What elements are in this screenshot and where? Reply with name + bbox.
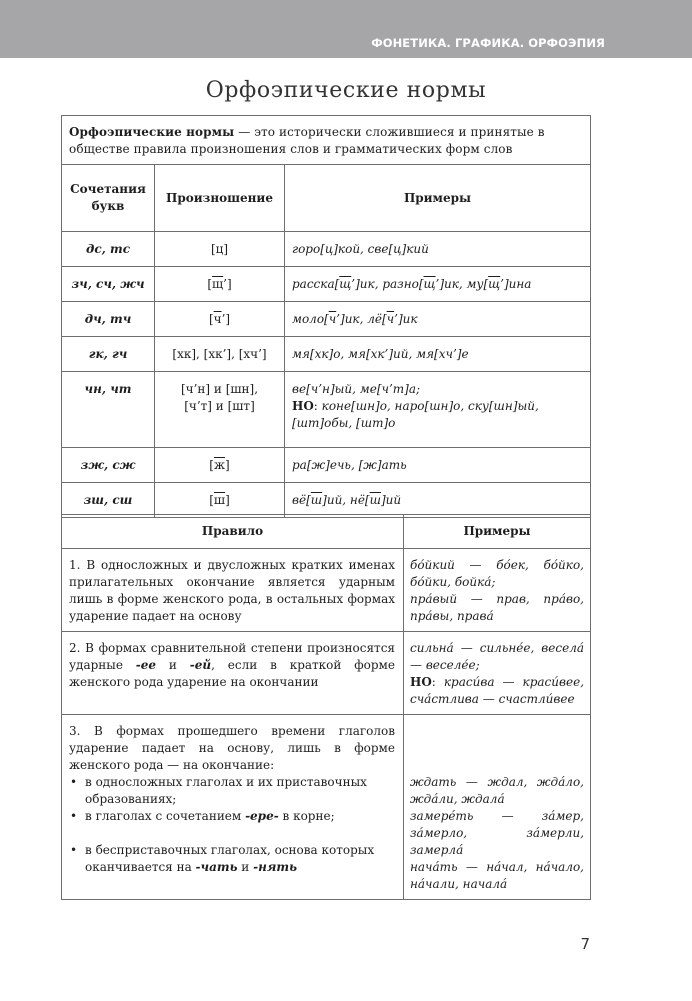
examples-text: сильна́ — сильне́е, весела́ — веселе́е; bbox=[410, 641, 584, 672]
letters-cell: дч, тч bbox=[62, 302, 155, 337]
letters-cell: чн, чт bbox=[62, 372, 155, 448]
section-title: ФОНЕТИКА. ГРАФИКА. ОРФОЭПИЯ bbox=[371, 36, 605, 50]
examples-text: пра́вый — прав, пра́во, пра́вы, права́ bbox=[410, 592, 584, 623]
rule-text: и bbox=[156, 658, 190, 672]
header-examples: Примеры bbox=[404, 515, 591, 549]
examples-cell: ве[ч’н]ый, ме[ч’т]а; НО: коне[шн]о, наро[шн]о, ску[шн]ый, [шт]обы, [шт]о bbox=[285, 372, 591, 448]
table-row bbox=[62, 337, 591, 372]
examples-text: ра[ bbox=[292, 457, 312, 472]
examples-text: краси́ва — краси́вее, сча́стлива — счастли́вее bbox=[410, 675, 585, 706]
rule-cell: 1. В односложных и двусложных кратких именах прилагательных окончание является ударным лишь в форме женского рода, в остальных формах ударение падает на основу bbox=[62, 549, 404, 632]
table-row bbox=[62, 267, 591, 302]
but-label: НО bbox=[410, 675, 432, 689]
bullet-text: в глаголах с сочетанием bbox=[85, 809, 246, 823]
rule-bullet bbox=[69, 808, 395, 825]
suffix-term: -чать bbox=[195, 860, 238, 874]
pronunciation-table bbox=[61, 115, 591, 518]
table-row bbox=[62, 549, 591, 632]
letters-cell: гк, гч bbox=[62, 337, 155, 372]
table-row bbox=[62, 483, 591, 518]
rule-intro: 3. В формах прошедшего времени глаголов ударение падает на основу, лишь в форме женского рода — на окончание: bbox=[69, 724, 395, 772]
examples-text: бо́йкий — бо́ек, бо́йко, бо́йки, бойка́; bbox=[410, 558, 584, 589]
bullet-text: и bbox=[237, 860, 254, 874]
examples-cell: сильна́ — сильне́е, весела́ — веселе́е; НО: краси́ва — краси́вее, сча́стлива — счастли́вее bbox=[404, 632, 591, 715]
examples-cell: расска[щ’]ик, разно[щ’]ик, му[щ’]ина bbox=[285, 267, 591, 302]
running-header-bar bbox=[0, 0, 692, 58]
definition-cell bbox=[62, 116, 591, 165]
suffix-term: -ее bbox=[135, 658, 157, 672]
header-pronunciation: Произношение bbox=[155, 165, 285, 232]
examples-text: ]ечь, [ж]ать bbox=[325, 457, 407, 472]
examples-line: ве[ч’н]ый, ме[ч’т]а; bbox=[292, 382, 421, 396]
rule-bullet bbox=[69, 842, 395, 876]
pronunciation-cell: [ч’] bbox=[155, 302, 285, 337]
definition-text: — это исторически сложившиеся и принятые в обществе правила произношения слов и грамматических форм слов bbox=[69, 125, 545, 156]
table-row bbox=[62, 302, 591, 337]
rule-text: 2. В формах сравнительной степени произносятся ударные bbox=[69, 641, 395, 672]
pronunciation-line: [ч’т] и [шт] bbox=[184, 399, 255, 413]
table-row bbox=[62, 372, 591, 448]
examples-line: коне[шн]о, наро[шн]о, ску[шн]ый, [шт]обы, [шт]о bbox=[292, 399, 539, 430]
pronunciation-line: [ч’н] и [шн], bbox=[180, 382, 259, 396]
table-row bbox=[62, 715, 591, 900]
pronunciation-cell: [ц] bbox=[155, 232, 285, 267]
table-row bbox=[62, 448, 591, 483]
definition-term: Орфоэпические нормы bbox=[69, 125, 235, 139]
letters-cell: зч, сч, жч bbox=[62, 267, 155, 302]
rule-bullet: • в односложных глаголах и их приставочных образованиях; bbox=[69, 774, 395, 808]
stress-rules-table bbox=[61, 514, 591, 900]
header-examples: Примеры bbox=[285, 165, 591, 232]
table-row bbox=[62, 632, 591, 715]
pronunciation-cell: [щ’] bbox=[155, 267, 285, 302]
pronunciation-cell: [ж] bbox=[155, 448, 285, 483]
rule-cell bbox=[62, 632, 404, 715]
page-title: Орфоэпические нормы bbox=[205, 78, 487, 103]
suffix-term: -нять bbox=[253, 860, 298, 874]
table-row bbox=[62, 232, 591, 267]
examples-cell: моло[ч’]ик, лё[ч’]ик bbox=[285, 302, 591, 337]
bullet-text: в корне; bbox=[278, 809, 335, 823]
pronunciation-cell bbox=[155, 372, 285, 448]
suffix-term: -ей bbox=[189, 658, 212, 672]
examples-cell bbox=[404, 549, 591, 632]
suffix-term: -ере- bbox=[245, 809, 279, 823]
rule-text: , если в краткой форме женского рода ударение на окончании bbox=[69, 658, 395, 689]
examples-cell bbox=[285, 448, 591, 483]
rule-cell bbox=[62, 715, 404, 900]
pronunciation-cell: [хк], [хк’], [хч’] bbox=[155, 337, 285, 372]
examples-text: ждать — ждал, ждáло, ждáли, ждалá bbox=[410, 775, 584, 806]
header-combinations: Сочетания букв bbox=[62, 165, 155, 232]
examples-cell bbox=[404, 715, 591, 900]
page-number: 7 bbox=[580, 935, 590, 953]
letters-cell: зж, сж bbox=[62, 448, 155, 483]
examples-cell: горо[ц]кой, све[ц]кий bbox=[285, 232, 591, 267]
letters-cell: дс, тс bbox=[62, 232, 155, 267]
header-rule: Правило bbox=[62, 515, 404, 549]
examples-text: замерéть — зáмер, зáмерло, зáмерли, замерлá bbox=[410, 809, 584, 857]
examples-text: начáть — нáчал, нáчало, нáчали, началá bbox=[410, 860, 584, 891]
but-label: НО bbox=[292, 399, 314, 413]
examples-cell: мя[хк]о, мя[хк’]ий, мя[хч’]е bbox=[285, 337, 591, 372]
table-header-row bbox=[62, 515, 591, 549]
letters-cell: зш, сш bbox=[62, 483, 155, 518]
table-header-row bbox=[62, 165, 591, 232]
examples-text: ж bbox=[311, 457, 326, 472]
rule-bullets bbox=[69, 774, 395, 876]
pronunciation-cell: [ш] bbox=[155, 483, 285, 518]
bullet-text: в бесприставочных глаголах, основа которых оканчивается на bbox=[85, 843, 375, 874]
examples-cell: вё[ш]ий, нё[ш]ий bbox=[285, 483, 591, 518]
